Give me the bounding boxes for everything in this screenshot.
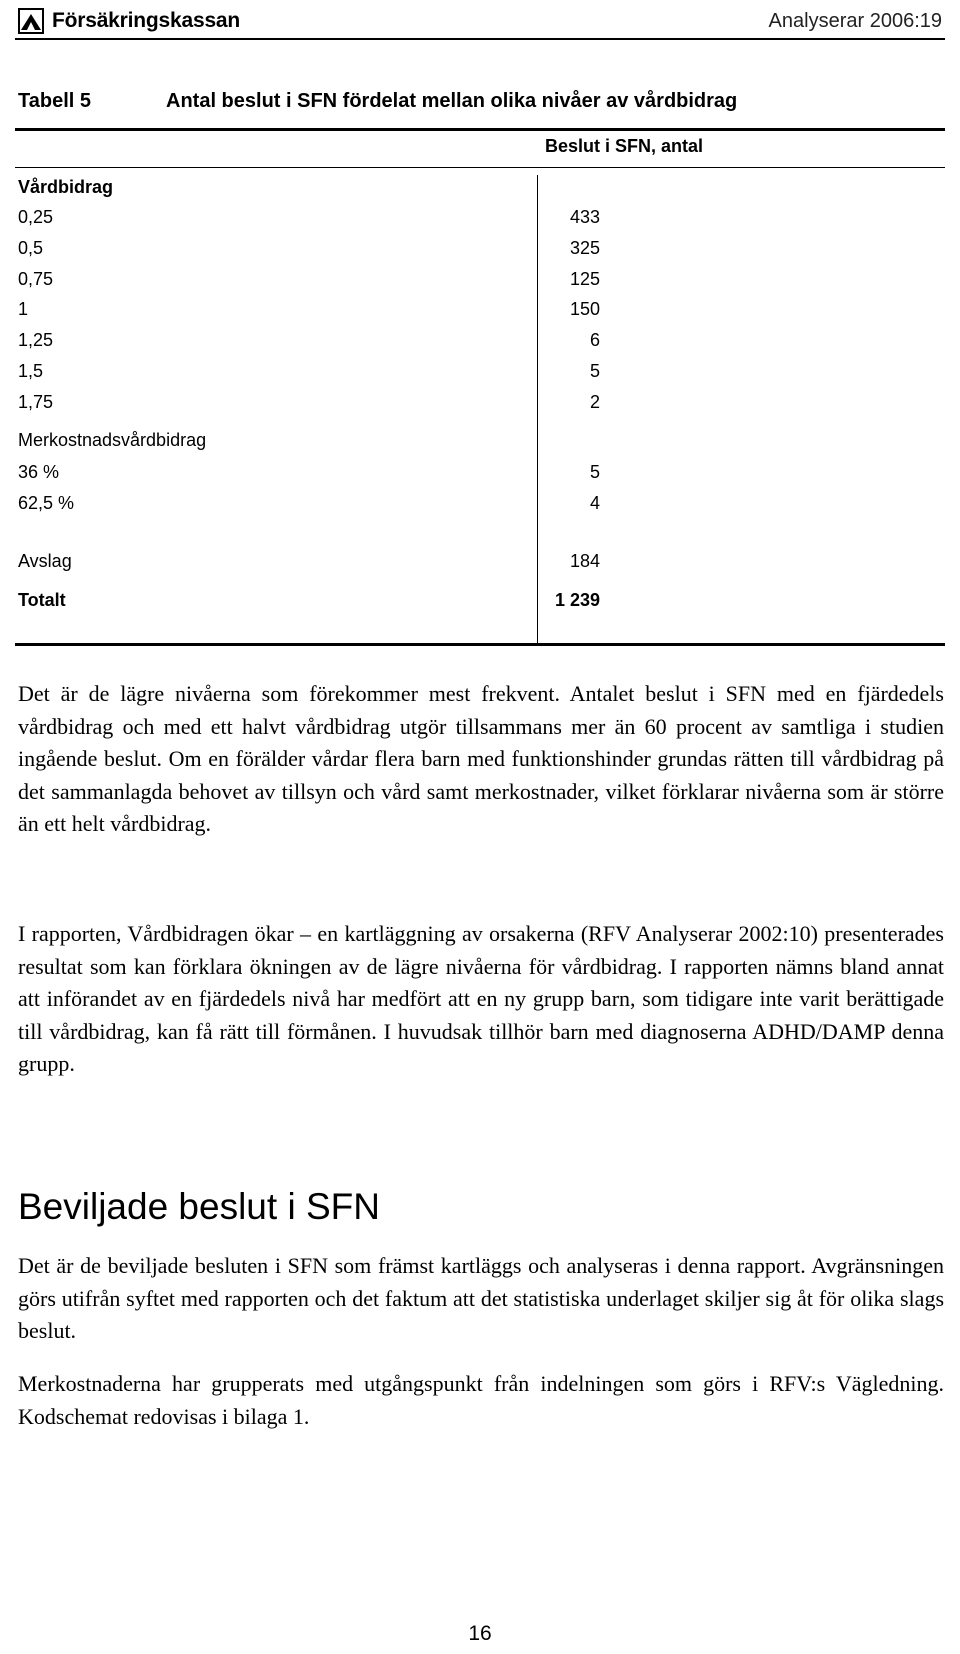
paragraph-1: Det är de lägre nivåerna som förekommer mest frekvent. Antalet beslut i SFN med en fjärdedels vårdbidrag och med ett halvt vårdbidrag utgör tillsammans mer än 60 procent av samtliga i studien ingående beslut. Om en förälder vårdar flera barn med funktionshinder grundas rätten till vårdbidrag på det sammanlagda behovet av tillsyn och vård samt merkostnader, vilket förklarar nivåerna som är större än ett helt vårdbidrag.	[18, 681, 944, 836]
paragraph-2: I rapporten, Vårdbidragen ökar – en kartläggning av orsakerna (RFV Analyserar 2002:10) presenterades resultat som kan förklara ökningen av de lägre nivåerna för vårdbidrag. I rapporten nämns bland annat att införandet av en fjärdedels nivå har medfört att en ny grupp barn, som tidigare inte varit berättigade till vårdbidrag, kan få rätt till förmånen. I huvudsak tillhör barn med diagnoserna ADHD/DAMP denna grupp.	[18, 921, 944, 1076]
section-heading: Beviljade beslut i SFN	[18, 1186, 380, 1227]
avslag-label: Avslag	[18, 551, 72, 571]
table-bottom-rule	[15, 643, 945, 646]
header-divider	[15, 38, 945, 40]
row-label: 62,5 %	[18, 493, 75, 513]
page-number: 16	[468, 1622, 492, 1645]
avslag-value: 184	[569, 551, 600, 571]
row-label: 1,75	[18, 392, 54, 412]
row-label: 1,5	[18, 361, 44, 381]
row-label: 1	[18, 299, 29, 319]
row-value: 2	[589, 392, 600, 412]
row-value: 125	[569, 269, 600, 289]
table-title: Antal beslut i SFN fördelat mellan olika nivåer av vårdbidrag	[166, 90, 738, 112]
row-value: 325	[569, 238, 600, 258]
row-label: 0,25	[18, 207, 54, 227]
row-value: 5	[589, 361, 600, 381]
table-label: Tabell 5	[18, 90, 91, 112]
logo-text: Försäkringskassan	[52, 9, 241, 32]
logo	[18, 8, 240, 34]
report-id: Analyserar 2006:19	[768, 10, 942, 32]
table-header-rule	[15, 167, 945, 168]
logo-icon	[18, 8, 44, 34]
page-header	[18, 6, 942, 36]
row-label: 0,75	[18, 269, 54, 289]
table-top-rule	[15, 128, 945, 131]
row-value: 5	[589, 462, 600, 482]
total-label: Totalt	[18, 590, 66, 610]
row-value: 150	[569, 299, 600, 319]
paragraph-4: Merkostnaderna har grupperats med utgångspunkt från indelningen som görs i RFV:s Vägledning. Kodschemat redovisas i bilaga 1.	[18, 1371, 944, 1429]
paragraph-3: Det är de beviljade besluten i SFN som främst kartläggs och analyseras i denna rapport. Avgränsningen görs utifrån syftet med rapporten och det faktum att det statistiska underlaget skiljer sig åt för olika slags beslut.	[18, 1253, 944, 1343]
total-value: 1 239	[554, 590, 600, 610]
group-label-vardbidrag: Vårdbidrag	[18, 177, 114, 197]
row-label: 1,25	[18, 330, 54, 350]
group-label-merkostnad: Merkostnadsvårdbidrag	[18, 430, 207, 450]
row-label: 0,5	[18, 238, 44, 258]
row-value: 6	[589, 330, 600, 350]
row-value: 4	[589, 493, 600, 513]
column-header: Beslut i SFN, antal	[545, 136, 704, 156]
row-label: 36 %	[18, 462, 60, 482]
row-value: 433	[569, 207, 600, 227]
